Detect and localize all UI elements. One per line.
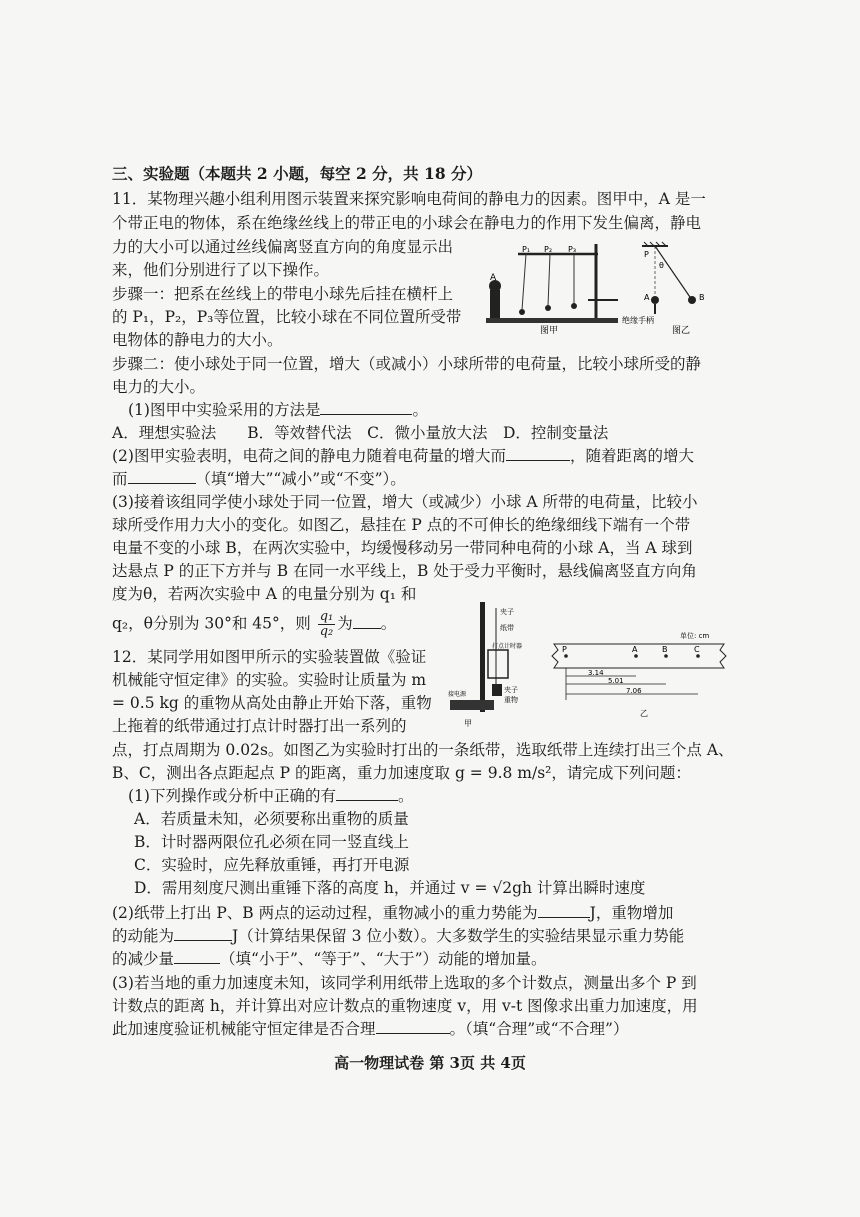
q11-step2-end: 电力的大小。 xyxy=(112,378,206,396)
q12-part2-2: 的动能为 J（计算结果保留 3 位小数）。大多数学生的实验结果显示重力势能 xyxy=(112,927,685,945)
q11-part2-cont: 而 （填“增大”“减小”或“不变”）。 xyxy=(112,470,406,488)
tape-dist-PA: 3.14 xyxy=(588,669,604,677)
fig-label-theta: θ xyxy=(659,261,664,270)
q12-line-3: = 0.5 kg 的重物从高处由静止开始下落，重物 xyxy=(112,694,432,712)
tape-point-B: B xyxy=(662,645,668,654)
fig-label-A2: A xyxy=(644,293,650,302)
fig-label-B: B xyxy=(699,293,705,302)
q12-blank-1[interactable] xyxy=(336,786,398,801)
q11-part3-6: q₂，θ分别为 30°和 45°，则 $\frac{\text{q₁}}{\text{q₂}}$ 为 。 xyxy=(112,609,397,639)
q12-line-2: 机械能守恒定律》的实验。实验时让质量为 m xyxy=(112,671,427,689)
q12-part1: (1)下列操作或分析中正确的有 。 xyxy=(128,787,414,805)
q11-step2: 步骤二：使小球处于同一位置，增大（或减小）小球所带的电荷量，比较小球所受的静 xyxy=(112,355,702,373)
q12-blank-3[interactable] xyxy=(174,926,232,941)
q11-step1-end: 电物体的静电力的大小。 xyxy=(112,331,283,349)
apparatus-tape-label: 纸带 xyxy=(500,624,514,632)
q12-part3-1: (3)若当地的重力加速度未知，该同学利用纸带上选取的多个计数点，测量出多个 P 到 xyxy=(112,974,697,992)
fig-jia-caption: 图甲 xyxy=(540,326,559,335)
q12-line-5: 点，打点周期为 0.02s。如图乙为实验时打出的一条纸带，选取纸带上连续打出三个点 A、 xyxy=(112,741,734,759)
q11-blank-3[interactable] xyxy=(128,469,196,484)
q11-line-2: 个带正电的物体，系在绝缘丝线上的带正电的小球会在静电力的作用下发生偏离，静电 xyxy=(112,214,702,232)
q11-blank-4[interactable] xyxy=(353,614,381,629)
q12-blank-4[interactable] xyxy=(174,949,220,964)
fig-label-P2: P₂ xyxy=(544,245,553,254)
q12-fig-yi-caption: 乙 xyxy=(640,709,648,718)
tape-dist-PB: 5.01 xyxy=(608,677,624,685)
q12-line-4: 上拖着的纸带通过打点计时器打出一系列的 xyxy=(112,717,407,735)
q12-option-B: B．计时器两限位孔必须在同一竖直线上 xyxy=(134,833,409,851)
fig-yi-caption: 图乙 xyxy=(672,326,691,335)
fig-label-handle: 绝缘手柄 xyxy=(622,316,654,325)
q11-part3-3: 电量不变的小球 B，在两次实验中，均缓慢移动另一带同种电荷的小球 A，当 A 球到 xyxy=(112,539,693,557)
q12-part2-3: 的减少量 （填“小于”、“等于”、“大于”）动能的增加量。 xyxy=(112,950,547,968)
q12-option-A: A．若质量未知，必须要称出重物的质量 xyxy=(134,810,409,828)
tape-point-A: A xyxy=(632,645,638,654)
q12-part3-3: 此加速度验证机械能守恒定律是否合理 。（填“合理”或“不合理”） xyxy=(112,1020,629,1038)
q11-step1-cont: 的 P₁，P₂，P₃等位置，比较小球在不同位置所受带 xyxy=(112,308,462,326)
q11-line-1: 11．某物理兴趣小组利用图示装置来探究影响电荷间的静电力的因素。图甲中，A 是一 xyxy=(112,190,706,208)
tape-dist-PC: 7.06 xyxy=(626,687,642,695)
q11-line-4: 来，他们分别进行了以下操作。 xyxy=(112,261,330,279)
q12-part2-1: (2)纸带上打出 P、B 两点的运动过程，重物减小的重力势能为 J，重物增加 xyxy=(112,904,674,922)
q12-option-D: D．需用刻度尺测出重锤下落的高度 h，并通过 v = √2gh 计算出瞬时速度 xyxy=(134,879,646,897)
apparatus-power-label: 接电源 xyxy=(448,691,467,698)
apparatus-weight-label: 重物 xyxy=(504,696,518,704)
q11-part3-1: (3)接着该组同学使小球处于同一位置，增大（或减少）小球 A 所带的电荷量，比较小 xyxy=(112,493,698,511)
q-ratio-fraction: $\frac{\text{q₁}}{\text{q₂}}$ xyxy=(319,609,334,639)
q11-line-3: 力的大小可以通过丝线偏离竖直方向的角度显示出 xyxy=(112,238,454,256)
q12-option-C: C．实验时，应先释放重锤，再打开电源 xyxy=(134,856,410,874)
q12-fig-jia-caption: 甲 xyxy=(464,719,472,728)
q12-blank-2[interactable] xyxy=(538,903,590,918)
fig-label-P3: P₃ xyxy=(568,245,577,254)
q11-part3-4: 达悬点 P 的正下方并与 B 在同一水平线上，B 处于受力平衡时，悬线偏离竖直方向角 xyxy=(112,562,697,580)
q11-figure-jia xyxy=(478,240,628,335)
q11-options: A．理想实验法 B．等效替代法 C．微小量放大法 D．控制变量法 xyxy=(112,424,609,442)
fig-label-P1: P₁ xyxy=(522,245,531,254)
section-title: 三、实验题（本题共 2 小题，每空 2 分，共 18 分） xyxy=(112,164,483,183)
q12-blank-5[interactable] xyxy=(376,1019,450,1034)
q11-part1: (1)图甲中实验采用的方法是 。 xyxy=(128,401,428,419)
q11-figure-yi xyxy=(622,240,722,335)
q11-step1: 步骤一：把系在丝线上的带电小球先后挂在横杆上 xyxy=(112,285,454,303)
q12-figure-jia xyxy=(442,600,542,732)
q12-line-6: B、C，测出各点距起点 P 的距离，重力加速度取 g = 9.8 m/s²，请完成下列问题： xyxy=(112,764,691,782)
q11-part2: (2)图甲实验表明，电荷之间的静电力随着电荷量的增大而 ，随着距离的增大 xyxy=(112,447,694,465)
tape-unit-label: 单位: cm xyxy=(680,632,710,640)
q12-line-1: 12．某同学用如图甲所示的实验装置做《验证 xyxy=(112,648,427,666)
apparatus-timer-label: 打点计时器 xyxy=(492,643,523,650)
q11-part3-5: 度为θ，若两次实验中 A 的电量分别为 q₁ 和 xyxy=(112,585,417,603)
q11-part3-2: 球所受作用力大小的变化。如图乙，悬挂在 P 点的不可伸长的绝缘细线下端有一个带 xyxy=(112,516,691,534)
fig-label-P: P xyxy=(644,250,649,259)
page-footer: 高一物理试卷 第 3页 共 4页 xyxy=(334,1054,526,1072)
tape-point-C: C xyxy=(694,645,700,654)
q12-figure-yi xyxy=(548,628,730,724)
apparatus-clip-label: 夹子 xyxy=(500,608,514,616)
fig-label-A: A xyxy=(490,273,497,283)
q11-blank-2[interactable] xyxy=(506,446,570,461)
q11-blank-1[interactable] xyxy=(320,400,412,415)
apparatus-clip2-label: 夹子 xyxy=(504,686,518,694)
tape-point-P: P xyxy=(562,645,567,654)
q12-part3-2: 计数点的距离 h，并计算出对应计数点的重物速度 v，用 v-t 图像求出重力加速度，用 xyxy=(112,997,698,1015)
